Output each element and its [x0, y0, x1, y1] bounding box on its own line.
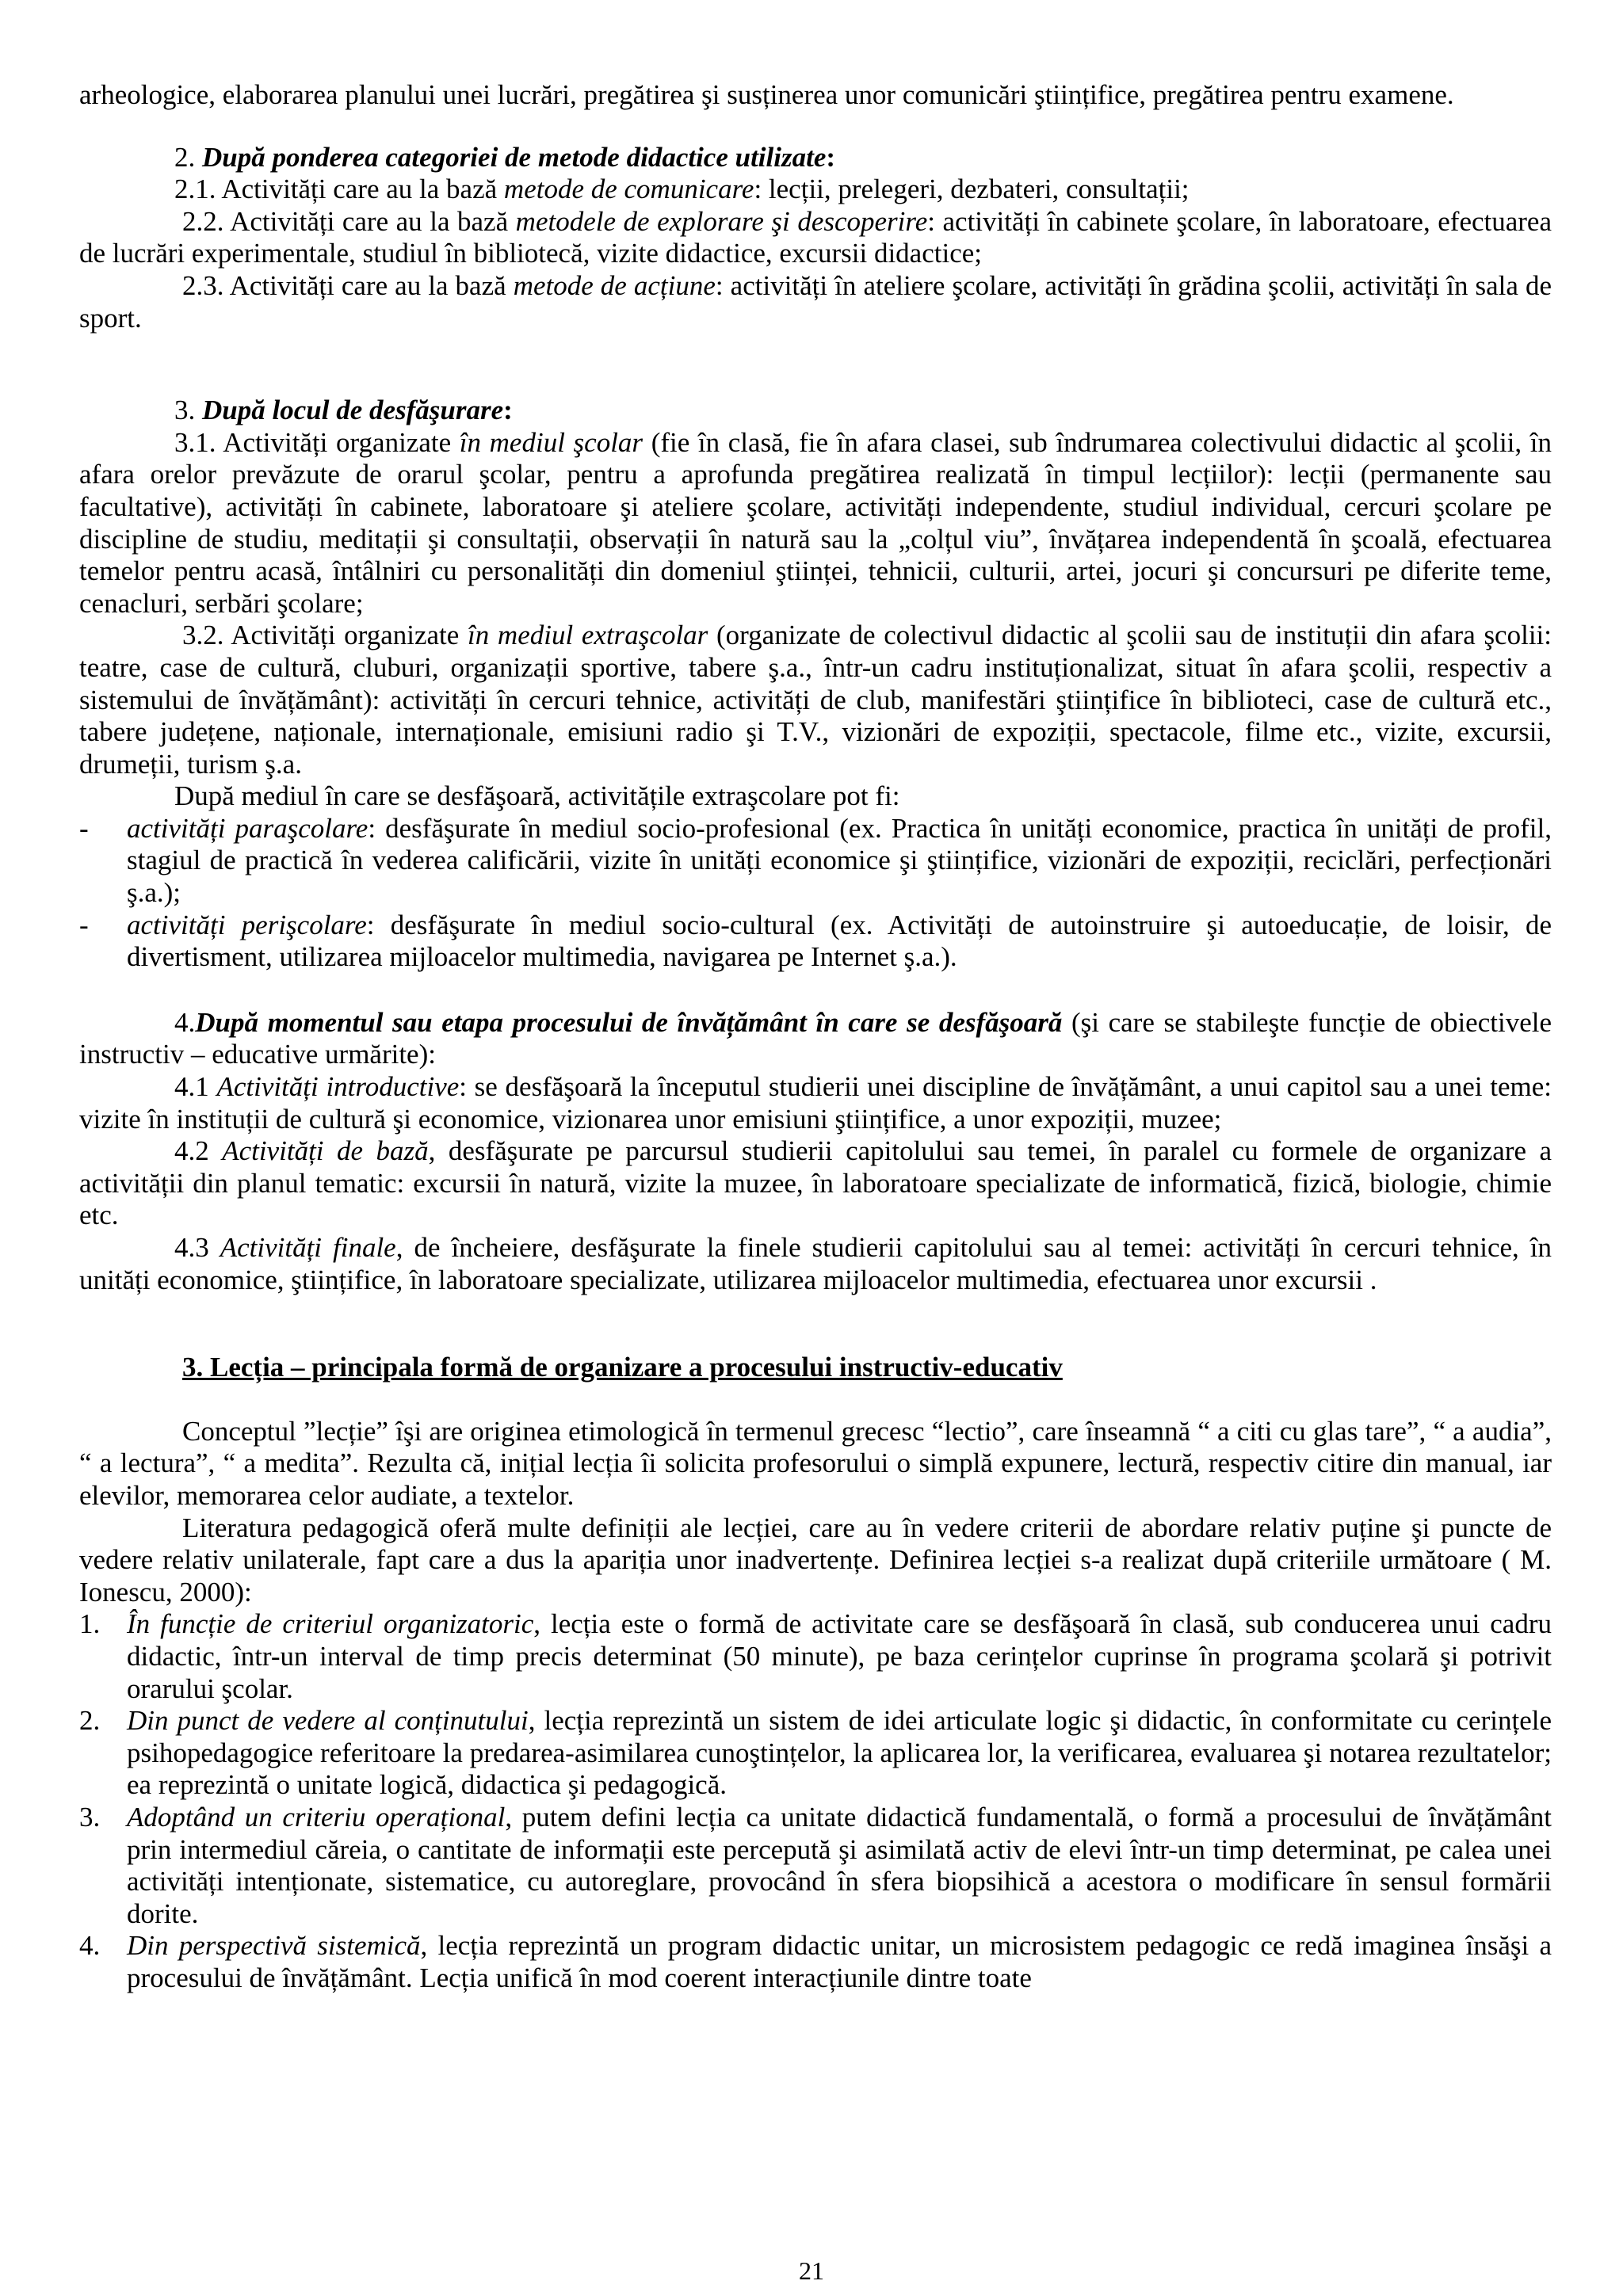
intro-paragraph-2: Literatura pedagogică oferă multe definiții ale lecției, care au în vedere criterii de abordare relativ puține şi puncte de vedere relativ unilaterale, fapt care a dus la apariția unor inadvertențe. Definirea lecției s-a realizat după criteriile următoare ( M. Ionescu, 2000):: [79, 1512, 1552, 1608]
criteria-item: 1. În funcție de criteriul organizatoric, lecția este o formă de activitate care se desfăşoară în clasă, sub conducerea unui cadru didactic, într-un interval de timp precis determinat (50 minute), pe baza cerințelor cuprinse în programa şcolară şi potrivit orarului şcolar.: [79, 1608, 1552, 1704]
section-3-item-2: 3.2. Activități organizate în mediul extraşcolar (organizate de colectivul didactic al şcolii sau de instituții din afara şcolii: teatre, case de cultură, cluburi, organizații sportive, tabere ş.a., într-un cadru instituționalizat, situat în afara şcolii, respectiv a sistemului de învățământ): activități în cercuri tehnice, activități de club, manifestări ştiințifice în biblioteci, case de cultură etc., tabere județene, naționale, internaționale, emisiuni radio şi T.V., vizionări de expoziții, spectacole, filme etc., vizite, excursii, drumeții, turism ş.a.: [79, 620, 1552, 780]
paragraph-top: arheologice, elaborarea planului unei lucrări, pregătirea şi susținerea unor comunicări ştiințifice, pregătirea pentru examene.: [79, 79, 1454, 110]
criteria-item: 3. Adoptând un criteriu operațional, putem defini lecția ca unitate didactică fundamentală, o formă a procesului de învățământ prin intermediul căreia, o cantitate de informații este percepută şi asimilată activ de elevi într-un timp determinat, pe calea unei activități intenționate, sistematice, cu autoreglare, provocând în sfera biopsihică a acestora o modificare în sensul formării dorite.: [79, 1801, 1552, 1929]
criteria-list: [79, 1608, 1552, 1994]
intro-paragraph-1: Conceptul ”lecție” îşi are originea etimologică în termenul grecesc “lectio”, care înseamnă “ a citi cu glas tare”, “ a audia”, “ a lectura”, “ a medita”. Rezulta că, inițial lecția îi solicita profesorului o simplă expunere, lectură, respectiv citire din manual, iar elevilor, memorarea celor audiate, a textelor.: [79, 1415, 1552, 1511]
section-2-item-1: 2.1. Activități care au la bază metode de comunicare: lecții, prelegeri, dezbateri, consultații;: [174, 174, 1190, 205]
section-2-item-2: 2.2. Activități care au la bază metodele de explorare şi descoperire: activități în cabinete şcolare, în laboratoare, efectuarea de lucrări experimentale, studiul în bibliotecă, vizite didactice, excursii didactice;: [79, 205, 1552, 269]
section-4-heading: 4.După momentul sau etapa procesului de învățământ în care se desfăşoară (şi care se stabileşte funcție de obiectivele instructiv – educative urmărite):: [79, 1006, 1552, 1070]
section-heading-lectia: 3. Lecția – principala formă de organizare a procesului instructiv-educativ: [182, 1352, 1063, 1383]
criteria-item: 4. Din perspectivă sistemică, lecția reprezintă un program didactic unitar, un microsistem pedagogic ce redă imaginea însăşi a procesului de învățământ. Lecția unifică în mod coerent interacțiunile dintre toate: [79, 1930, 1552, 1993]
section-2-item-3: 2.3. Activități care au la bază metode de acțiune: activități în ateliere şcolare, activități în grădina şcolii, activități în sala de sport.: [79, 269, 1552, 334]
section-3-heading: 3. După locul de desfăşurare:: [174, 395, 513, 426]
section-3-lead: După mediul în care se desfăşoară, activitățile extraşcolare pot fi:: [174, 780, 900, 812]
section-3-item-1: 3.1. Activități organizate în mediul şcolar (fie în clasă, fie în afara clasei, sub îndrumarea colectivului didactic al şcolii, în afara orelor prevăzute de orarul şcolar, pentru a aprofunda pregătirea realizată în timpul lecțiilor): lecții (permanente sau facultative), activități în cabinete, laboratoare şi ateliere şcolare, activități independente, studiul individual, cercuri şcolare pe discipline de studiu, meditații şi consultații, observații în natură sau la „colțul viu”, învățarea independentă în şcoală, efectuarea temelor pentru acasă, întâlniri cu personalități din domeniul ştiinței, tehnicii, culturii, artei, jocuri şi concursuri pe diferite teme, cenacluri, serbări şcolare;: [79, 426, 1552, 619]
section-4-item-3: 4.3 Activități finale, de încheiere, desfăşurate la finele studierii capitolului sau al temei: activități în cercuri tehnice, în unități economice, ştiințifice, în laboratoare specializate, utilizarea mijloacelor multimedia, efectuarea unor excursii .: [79, 1232, 1552, 1295]
section-3-dash-item-2: - activități perişcolare: desfăşurate în mediul socio-cultural (ex. Activități de autoinstruire şi autoeducație, de loisir, de divertisment, utilizarea mijloacelor multimedia, navigarea pe Internet ş.a.).: [79, 909, 1552, 973]
document-page: [79, 79, 1552, 1994]
section-4-item-1: 4.1 Activități introductive: se desfăşoară la începutul studierii unei discipline de învățământ, a unui capitol sau a unei teme: vizite în instituții de cultură şi economice, vizionarea unor emisiuni ştiințifice, a unor expoziții, muzee;: [79, 1071, 1552, 1135]
section-4-item-2: 4.2 Activități de bază, desfăşurate pe parcursul studierii capitolului sau temei, în paralel cu formele de organizare a activității din planul tematic: excursii în natură, vizite la muzee, în laboratoare specializate de informatică, fizică, biologie, chimie etc.: [79, 1135, 1552, 1231]
page-number: 21: [799, 2256, 824, 2285]
section-2-heading: 2. După ponderea categoriei de metode didactice utilizate:: [174, 141, 836, 173]
criteria-item: 2. Din punct de vedere al conținutului, lecția reprezintă un sistem de idei articulate logic şi didactic, în conformitate cu cerințele psihopedagogice referitoare la predarea-asimilarea cunoştințelor, la aplicarea lor, la verificarea, evaluarea şi notarea rezultatelor; ea reprezintă o unitate logică, didactica şi pedagogică.: [79, 1705, 1552, 1801]
section-3-dash-item-1: - activități paraşcolare: desfăşurate în mediul socio-profesional (ex. Practica în unități economice, practica în unități de profil, stagiul de practică în vederea calificării, vizite în unități economice şi ştiințifice, vizionări de expoziții, reciclări, perfecționări ş.a.);: [79, 812, 1552, 909]
